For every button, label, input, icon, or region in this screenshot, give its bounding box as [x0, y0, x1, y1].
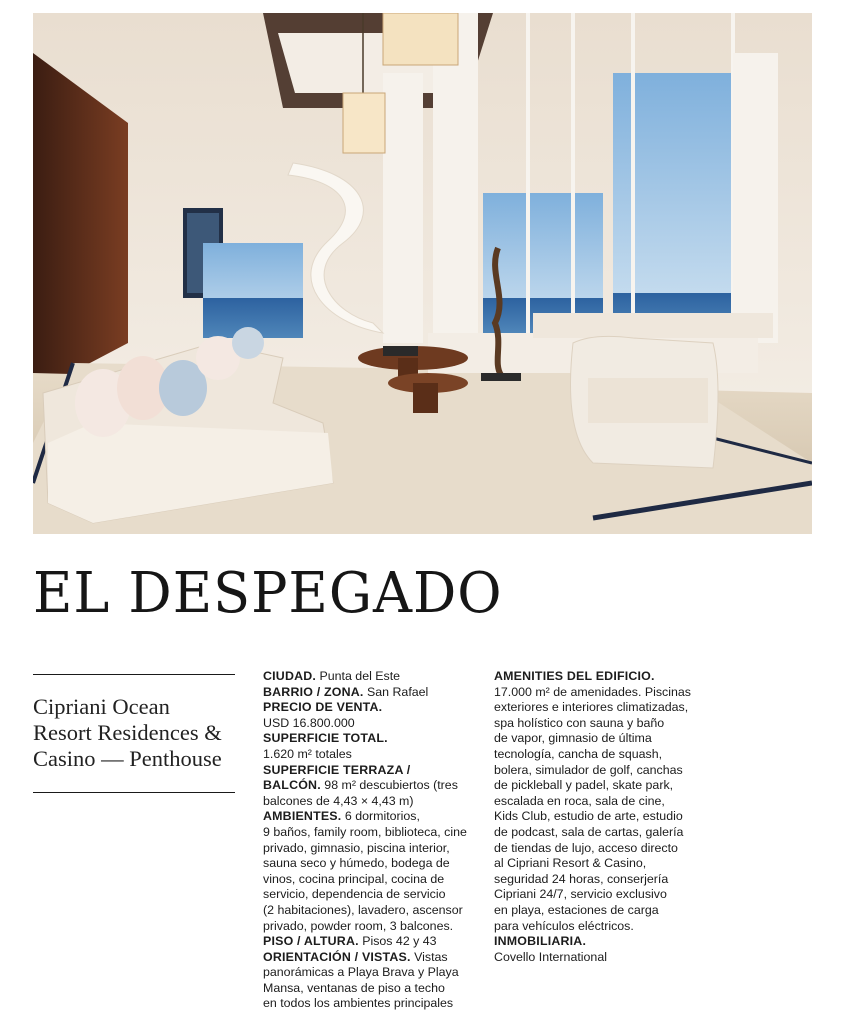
subtitle-bottom-rule: [33, 792, 235, 793]
spec-inmobiliaria: [494, 934, 714, 950]
building-amenities-column: [494, 669, 714, 965]
spec-value: (2 habitaciones), lavadero, ascensor: [263, 902, 463, 917]
spec-value: 9 baños, family room, biblioteca, cine: [263, 824, 467, 839]
spec-value: 17.000 m² de amenidades. Piscinas: [494, 684, 691, 699]
spec-terraza: [263, 763, 488, 779]
spec-label: AMBIENTES.: [263, 809, 342, 824]
spec-label: ORIENTACIÓN / VISTAS.: [263, 949, 411, 964]
property-specs-column: [263, 669, 488, 1012]
spec-label: SUPERFICIE TOTAL.: [263, 731, 388, 746]
property-title: EL DESPEGADO: [33, 561, 503, 626]
spec-value: 98 m² descubiertos (tres: [324, 778, 458, 793]
spec-value: privado, gimnasio, piscina interior,: [263, 840, 450, 855]
subtitle-line: Resort Residences &: [33, 720, 222, 745]
spec-label: BALCÓN.: [263, 778, 321, 793]
spec-precio: [263, 700, 488, 716]
spec-value: spa holístico con sauna y baño: [494, 715, 665, 730]
spec-value: vinos, cocina principal, cocina de: [263, 871, 445, 886]
spec-label: CIUDAD.: [263, 669, 317, 683]
spec-value: Kids Club, estudio de arte, estudio: [494, 809, 683, 824]
property-subtitle: [33, 694, 248, 772]
spec-value: 1.620 m² totales: [263, 746, 352, 761]
spec-value: exteriores e interiores climatizadas,: [494, 700, 689, 715]
spec-value: Cipriani 24/7, servicio exclusivo: [494, 887, 667, 902]
spec-value: sauna seco y húmedo, bodega de: [263, 856, 450, 871]
spec-label: BARRIO / ZONA.: [263, 684, 364, 699]
spec-value: servicio, dependencia de servicio: [263, 887, 446, 902]
spec-value: Vistas: [414, 949, 448, 964]
spec-value: de pickleball y padel, skate park,: [494, 778, 674, 793]
spec-terraza-line: [263, 778, 488, 794]
spec-ambientes: [263, 809, 488, 825]
penthouse-living-room-photo: [33, 13, 812, 534]
spec-label: AMENITIES DEL EDIFICIO.: [494, 669, 655, 683]
spec-value: de vapor, gimnasio de última: [494, 731, 652, 746]
spec-value: Pisos 42 y 43: [362, 934, 437, 949]
spec-value: Covello International: [494, 949, 607, 964]
spec-label: INMOBILIARIA.: [494, 934, 587, 949]
spec-value: Punta del Este: [319, 669, 401, 683]
subtitle-top-rule: [33, 674, 235, 675]
spec-value: USD 16.800.000: [263, 715, 355, 730]
spec-amenities: [494, 669, 714, 685]
subtitle-line: Cipriani Ocean: [33, 694, 170, 719]
spec-label: PISO / ALTURA.: [263, 934, 359, 949]
spec-value: en todos los ambientes principales: [263, 996, 454, 1011]
spec-orientacion: [263, 950, 488, 966]
subtitle-line: Casino — Penthouse: [33, 746, 222, 771]
spec-piso: [263, 934, 488, 950]
spec-value: 6 dormitorios,: [344, 809, 420, 824]
spec-value: balcones de 4,43 × 4,43 m): [263, 793, 414, 808]
spec-superficie: [263, 731, 488, 747]
spec-value: tecnología, cancha de squash,: [494, 746, 663, 761]
spec-ciudad: [263, 669, 488, 685]
spec-value: panorámicas a Playa Brava y Playa: [263, 965, 459, 980]
spec-value: de tiendas de lujo, acceso directo: [494, 840, 678, 855]
spec-value: escalada en roca, sala de cine,: [494, 793, 665, 808]
spec-barrio: [263, 685, 488, 701]
spec-value: para vehículos eléctricos.: [494, 918, 634, 933]
spec-label: SUPERFICIE TERRAZA /: [263, 762, 411, 777]
spec-value: al Cipriani Resort & Casino,: [494, 856, 647, 871]
spec-value: bolera, simulador de golf, canchas: [494, 762, 683, 777]
spec-label: PRECIO DE VENTA.: [263, 700, 383, 715]
spec-value: seguridad 24 horas, conserjería: [494, 871, 669, 886]
living-room-illustration: [33, 13, 812, 534]
spec-value: de podcast, sala de cartas, galería: [494, 824, 684, 839]
spec-value: San Rafael: [367, 684, 429, 699]
spec-value: privado, powder room, 3 balcones.: [263, 918, 454, 933]
spec-value: en playa, estaciones de carga: [494, 902, 659, 917]
spec-value: Mansa, ventanas de piso a techo: [263, 980, 445, 995]
